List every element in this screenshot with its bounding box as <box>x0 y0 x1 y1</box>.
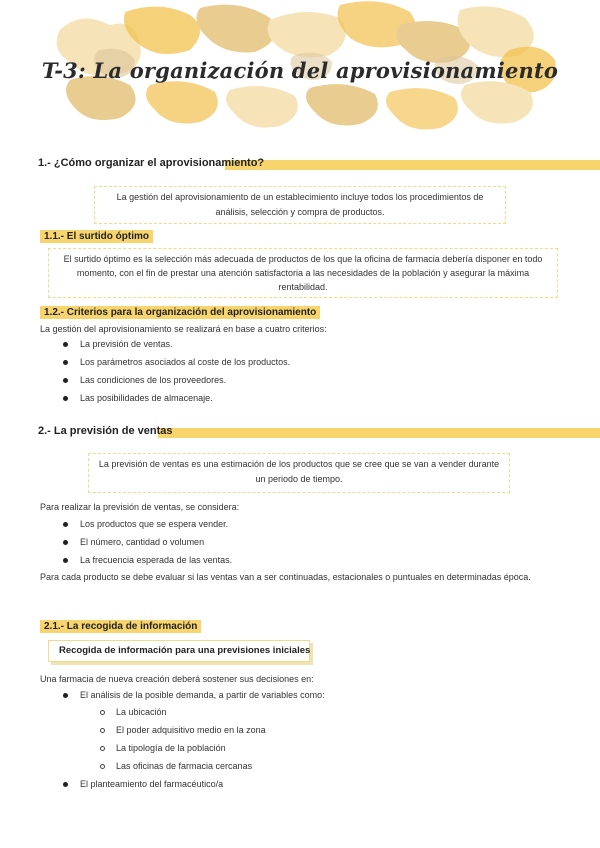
prevision-item: La frecuencia esperada de las ventas. <box>80 555 233 565</box>
heading-highlight <box>225 160 600 170</box>
bullet-icon <box>63 693 68 698</box>
sub-bullet-icon <box>100 728 105 733</box>
page-title: T-3: La organización del aprovisionamiento <box>41 58 559 83</box>
recogida-intro: Una farmacia de nueva creación deberá sostener sus decisiones en: <box>40 674 314 684</box>
recogida-subitem: La tipología de la población <box>116 743 226 753</box>
section-2-heading: 2.- La previsión de ventas <box>38 425 173 437</box>
prevision-intro: Para realizar la previsión de ventas, se considera: <box>40 502 240 512</box>
section-1-heading: 1.- ¿Cómo organizar el aprovisionamiento? <box>38 157 265 169</box>
bullet-icon <box>63 360 68 365</box>
definition-box-surtido-optimo: El surtido óptimo es la selección más adecuada de productos de los que la oficina de farmacia debería disponer en todo momento, con el fin de prestar una atención satisfactoria a las necesidades de la población y asegurar la máxima rentabilidad. <box>48 248 558 298</box>
recogida-item: El planteamiento del farmacéutico/a <box>80 779 224 789</box>
section-1-2-heading: 1.2.- Criterios para la organización del aprovisionamiento <box>40 306 320 319</box>
criteria-item: La previsión de ventas. <box>80 339 173 349</box>
bullet-icon <box>63 540 68 545</box>
definition-box-aprovisionamiento: La gestión del aprovisionamiento de un establecimiento incluye todos los procedimientos de análisis, selección y compra de productos. <box>94 186 506 224</box>
prevision-paragraph: Para cada producto se debe evaluar si las ventas van a ser continuadas, estacionales o puntuales en determinadas época. <box>40 572 531 582</box>
sub-bullet-icon <box>100 746 105 751</box>
recogida-subitem: La ubicación <box>116 707 167 717</box>
criteria-item: Los parámetros asociados al coste de los productos. <box>80 357 291 367</box>
sub-bullet-icon <box>100 710 105 715</box>
recogida-item: El análisis de la posible demanda, a partir de variables como: <box>80 690 325 700</box>
definition-box-prevision: La previsión de ventas es una estimación de los productos que se cree que se van a vender durante un periodo de tiempo. <box>88 453 510 493</box>
prevision-item: Los productos que se espera vender. <box>80 519 229 529</box>
recogida-subitem: El poder adquisitivo medio en la zona <box>116 725 266 735</box>
prevision-item: El número, cantidad o volumen <box>80 537 205 547</box>
bullet-icon <box>63 378 68 383</box>
recogida-subitem: Las oficinas de farmacia cercanas <box>116 761 253 771</box>
bullet-icon <box>63 342 68 347</box>
bullet-icon <box>63 522 68 527</box>
section-2-1-heading: 2.1.- La recogida de información <box>40 620 201 633</box>
heading-highlight <box>158 428 600 438</box>
sub-bullet-icon <box>100 764 105 769</box>
criteria-item: Las condiciones de los proveedores. <box>80 375 227 385</box>
bullet-icon <box>63 396 68 401</box>
callout-recogida: Recogida de información para una previsiones iniciales <box>48 640 310 662</box>
bullet-icon <box>63 782 68 787</box>
criteria-intro: La gestión del aprovisionamiento se realizará en base a cuatro criterios: <box>40 324 327 334</box>
section-1-1-heading: 1.1.- El surtido óptimo <box>40 230 153 243</box>
criteria-item: Las posibilidades de almacenaje. <box>80 393 213 403</box>
bullet-icon <box>63 558 68 563</box>
